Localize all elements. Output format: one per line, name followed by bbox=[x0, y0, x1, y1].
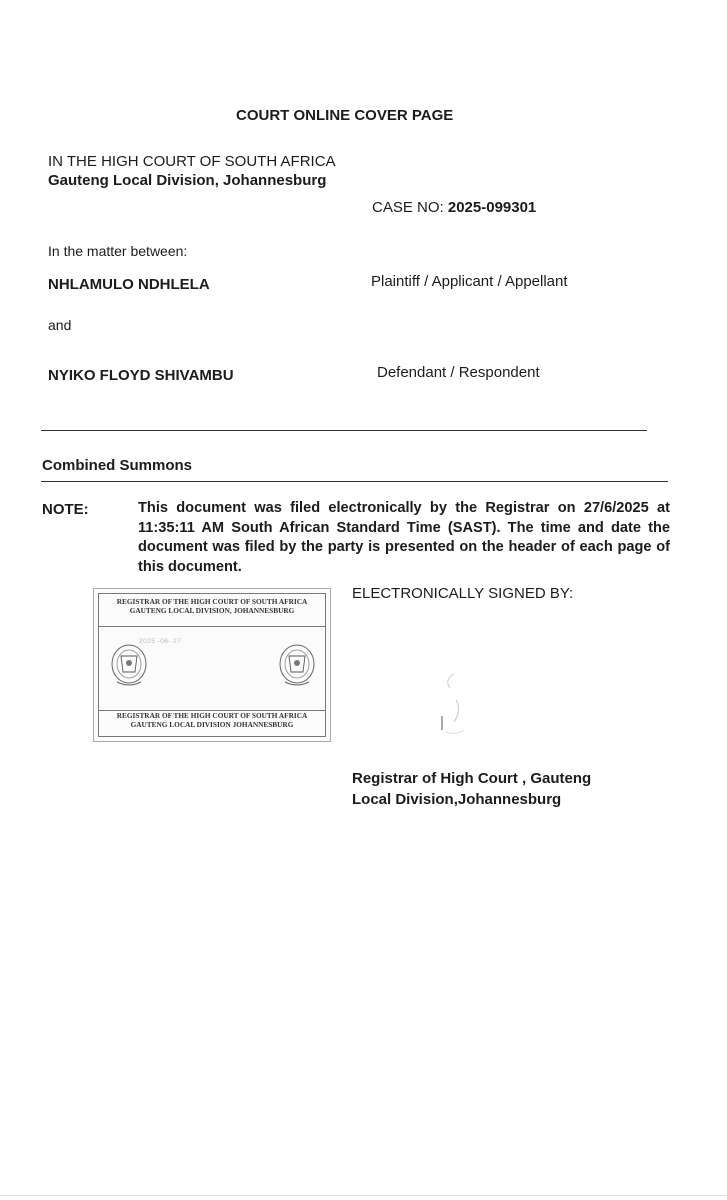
signature-mark-icon bbox=[436, 670, 472, 740]
note-text: This document was filed electronically by the Registrar on 27/6/2025 at 11:35:11 AM South African Standard Time (SAST). The time and date the document was filed by the party is presented on the header of each page of this document. bbox=[138, 500, 670, 575]
matter-intro: In the matter between: bbox=[48, 243, 188, 259]
stamp-top-text: REGISTRAR OF THE HIGH COURT OF SOUTH AFRICA GAUTENG LOCAL DIVISION, JOHANNESBURG bbox=[116, 597, 308, 615]
case-number-label: CASE NO: bbox=[372, 199, 444, 216]
page-edge-line bbox=[0, 1195, 727, 1196]
document-type: Combined Summons bbox=[42, 457, 193, 474]
court-seal-icon bbox=[277, 642, 317, 690]
page-title: COURT ONLINE COVER PAGE bbox=[236, 107, 454, 124]
signature-label: ELECTRONICALLY SIGNED BY: bbox=[352, 585, 574, 602]
separator-line bbox=[41, 481, 668, 482]
case-number-line bbox=[372, 199, 536, 216]
conjunction-and: and bbox=[48, 317, 72, 333]
signer-line-2: Local Division,Johannesburg bbox=[352, 791, 562, 808]
note-label: NOTE: bbox=[42, 501, 89, 518]
plaintiff-role: Plaintiff / Applicant / Appellant bbox=[371, 273, 568, 290]
court-name: IN THE HIGH COURT OF SOUTH AFRICA bbox=[48, 153, 336, 170]
stamp-date: 2025 -06- 27 bbox=[139, 638, 182, 645]
signer-line-1: Registrar of High Court , Gauteng bbox=[352, 770, 592, 787]
case-number-value: 2025-099301 bbox=[447, 199, 537, 216]
court-seal-icon bbox=[109, 642, 149, 690]
plaintiff-name: NHLAMULO NDHLELA bbox=[48, 276, 210, 293]
defendant-role: Defendant / Respondent bbox=[377, 364, 540, 381]
registrar-stamp bbox=[93, 588, 331, 742]
court-division: Gauteng Local Division, Johannesburg bbox=[48, 172, 327, 189]
defendant-name: NYIKO FLOYD SHIVAMBU bbox=[48, 367, 234, 384]
stamp-bottom-text: REGISTRAR OF THE HIGH COURT OF SOUTH AFRICA GAUTENG LOCAL DIVISION JOHANNESBURG bbox=[116, 711, 308, 729]
separator-line bbox=[41, 430, 647, 431]
